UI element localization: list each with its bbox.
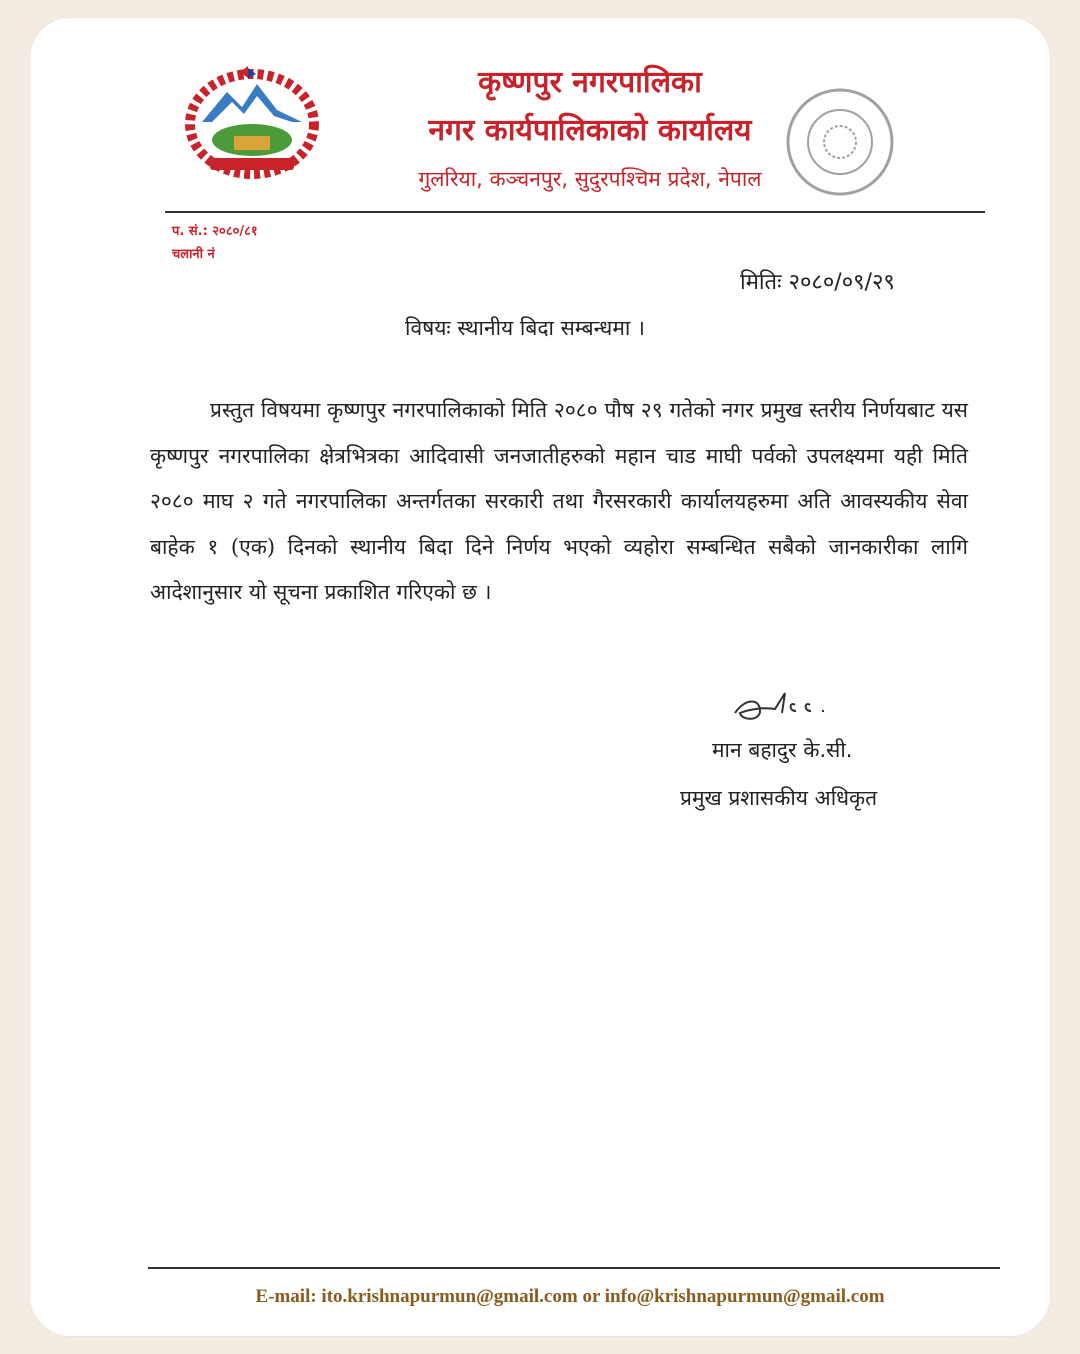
nepal-government-emblem-icon <box>182 62 322 182</box>
dispatch-number-label: चलानी नं <box>172 247 215 262</box>
municipality-name: कृष्णपुर नगरपालिका <box>478 65 702 100</box>
letter-reference-number: प. सं.: २०८०/८१ <box>172 224 258 239</box>
footer-email: E-mail: ito.krishnapurmun@gmail.com or info@krishnapurmun@gmail.com <box>255 1286 885 1307</box>
notice-letter <box>30 18 1050 1336</box>
signature-icon <box>730 683 860 728</box>
signatory-name: मान बहादुर के.सी. <box>712 738 853 762</box>
office-address: गुलरिया, कञ्चनपुर, सुदुरपश्चिम प्रदेश, नेपाल <box>418 167 762 191</box>
letter-body: प्रस्तुत विषयमा कृष्णपुर नगरपालिकाको मिति २०८० पौष २९ गतेको नगर प्रमुख स्तरीय निर्णयबाट यस कृष्णपुर नगरपालिका क्षेत्रभित्रका आदिवासी जनजातीहरुको महान चाड माघी पर्वको उपलक्ष्यमा यही मिति २०८० माघ २ गते नगरपालिका अन्तर्गतका सरकारी तथा गैरसरकारी कार्यालयहरुमा अति आवस्यकीय सेवा बाहेक १ (एक) दिनको स्थानीय बिदा दिने निर्णय भएको व्यहोरा सम्बन्धित सबैको जानकारीका लागि आदेशानुसार यो सूचना प्रकाशित गरिएको छ । <box>150 398 968 604</box>
letter-subject: विषयः स्थानीय बिदा सम्बन्धमा । <box>405 316 645 340</box>
footer-divider <box>148 1267 1000 1269</box>
office-name: नगर कार्यपालिकाको कार्यालय <box>428 113 752 148</box>
header-divider <box>165 211 985 213</box>
letter-date: मितिः २०८०/०९/२९ <box>740 270 895 295</box>
signatory-title: प्रमुख प्रशासकीय अधिकृत <box>680 786 878 810</box>
